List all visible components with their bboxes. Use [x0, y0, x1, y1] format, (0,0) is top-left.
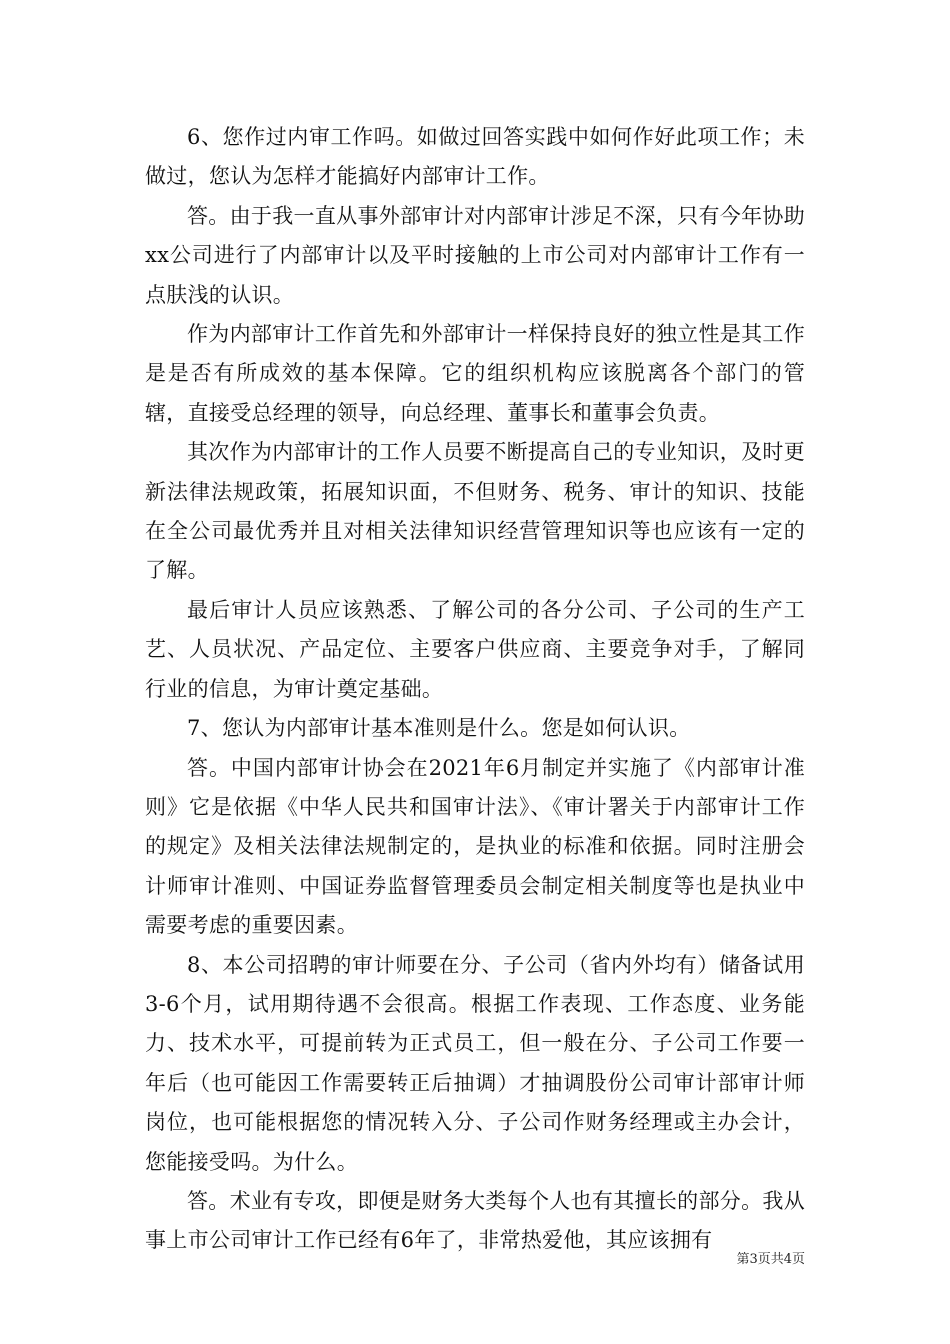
document-body: [145, 118, 805, 1261]
paragraph-a8: 答。术业有专攻，即便是财务大类每个人也有其擅长的部分。我从事上市公司审计工作已经有6年了，非常热爱他，其应该拥有: [145, 1188, 805, 1253]
paragraph-q7: 7、您认为内部审计基本准则是什么。您是如何认识。: [187, 716, 691, 741]
paragraph-q8: 8、本公司招聘的审计师要在分、子公司（省内外均有）储备试用3-6个月，试用期待遇不会很高。根据工作表现、工作态度、业务能力、技术水平，可提前转为正式员工，但一般在分、子公司工作要一年后（也可能因工作需要转正后抽调）才抽调股份公司审计部审计师岗位，也可能根据您的情况转入分、子公司作财务经理或主办会计，您能接受吗。为什么。: [145, 952, 805, 1174]
paragraph-q6: 6、您作过内审工作吗。如做过回答实践中如何作好此项工作；未做过，您认为怎样才能搞好内部审计工作。: [145, 125, 805, 189]
paragraph-a6-familiarity: 最后审计人员应该熟悉、了解公司的各分公司、子公司的生产工艺、人员状况、产品定位、主要客户供应商、主要竞争对手，了解同行业的信息，为审计奠定基础。: [145, 597, 805, 701]
page-number: 第3页共4页: [736, 1252, 805, 1267]
paragraph-a6-intro: 答。由于我一直从事外部审计对内部审计涉足不深，只有今年协助xx公司进行了内部审计以及平时接触的上市公司对内部审计工作有一点肤浅的认识。: [145, 203, 805, 307]
paragraph-a7: 答。中国内部审计协会在2021年6月制定并实施了《内部审计准则》它是依据《中华人民共和国审计法》、《审计署关于内部审计工作的规定》及相关法律法规制定的，是执业的标准和依据。同时注册会计师审计准则、中国证券监督管理委员会制定相关制度等也是执业中需要考虑的重要因素。: [145, 755, 805, 938]
paragraph-a6-independence: 作为内部审计工作首先和外部审计一样保持良好的独立性是其工作是是否有所成效的基本保障。它的组织机构应该脱离各个部门的管辖，直接受总经理的领导，向总经理、董事长和董事会负责。: [145, 322, 805, 425]
paragraph-a6-knowledge: 其次作为内部审计的工作人员要不断提高自己的专业知识，及时更新法律法规政策，拓展知识面，不但财务、税务、审计的知识、技能在全公司最优秀并且对相关法律知识经营管理知识等也应该有一定的了解。: [145, 440, 805, 583]
